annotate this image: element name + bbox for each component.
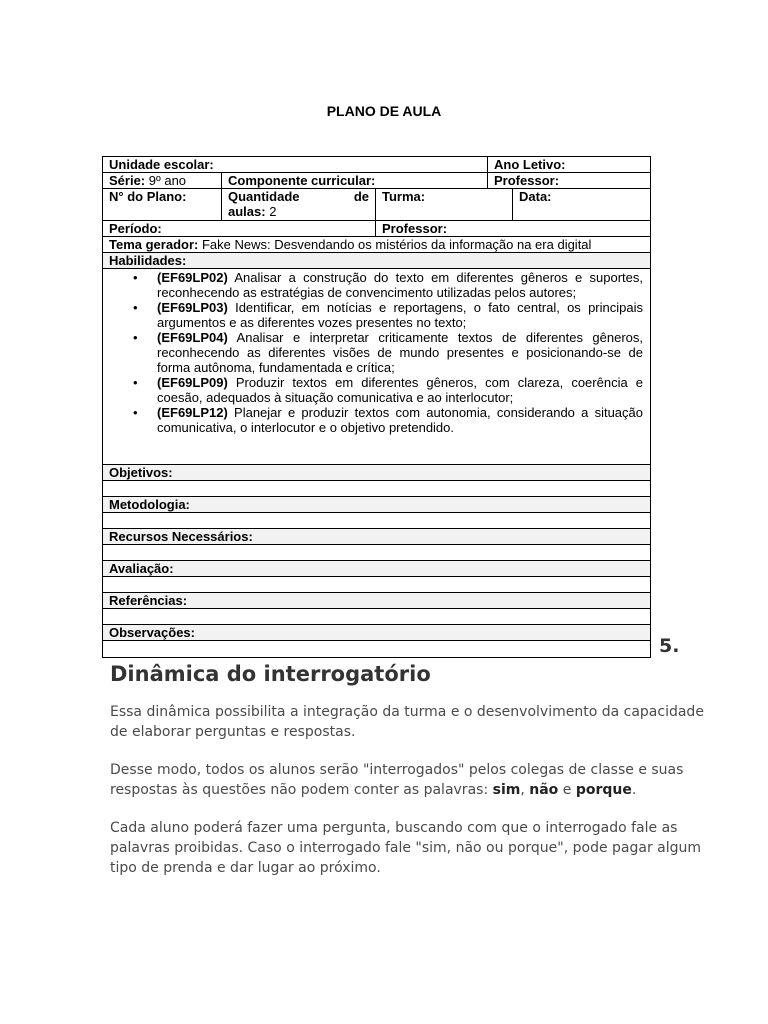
row-metodologia bbox=[103, 497, 650, 513]
professor-cell: Professor: bbox=[494, 173, 560, 188]
observacoes-label: Observações: bbox=[109, 625, 195, 640]
row-periodo bbox=[103, 221, 650, 237]
ano-letivo-cell: Ano Letivo: bbox=[494, 157, 566, 172]
turma-cell: Turma: bbox=[376, 189, 513, 220]
tema-cell bbox=[103, 237, 650, 252]
article-paragraph-3: Cada aluno poderá fazer uma pergunta, buscando com que o interrogado fale as palavras proibidas. Caso o interrogado fale "sim, não ou porque", pode pagar algum tipo de prenda e dar lugar ao próximo. bbox=[110, 820, 702, 876]
row-serie bbox=[103, 173, 650, 189]
metodologia-label: Metodologia: bbox=[109, 497, 190, 512]
tema-label: Tema gerador: bbox=[109, 237, 199, 252]
row-unidade bbox=[103, 157, 650, 173]
n-plano-cell: N° do Plano: bbox=[103, 189, 222, 220]
avaliacao-content bbox=[103, 577, 650, 592]
tema-value: Fake News: Desvendando os mistérios da informação na era digital bbox=[198, 237, 592, 252]
componente-cell: Componente curricular: bbox=[222, 173, 488, 188]
referencias-label: Referências: bbox=[109, 593, 188, 608]
article-heading: Dinâmica do interrogatório bbox=[110, 662, 431, 686]
row-avaliacao bbox=[103, 561, 650, 577]
habilidade-text: Identificar, em notícias e reportagens, o fato central, os principais argumentos e as diferentes vozes presentes no texto; bbox=[157, 300, 643, 330]
recursos-content bbox=[103, 545, 650, 560]
quantidade-cell bbox=[222, 189, 376, 220]
habilidade-text: Produzir textos em diferentes gêneros, com clareza, coerência e coesão, adequados à situação comunicativa e ao interlocutor; bbox=[157, 375, 643, 405]
row-referencias bbox=[103, 593, 650, 609]
referencias-content bbox=[103, 609, 650, 624]
habilidade-text: Analisar a construção do texto em diferentes gêneros e suportes, reconhecendo as estratégias de convencimento utilizadas pelos autores; bbox=[157, 270, 643, 300]
row-metodologia-content bbox=[103, 513, 650, 529]
observacoes-content bbox=[103, 641, 650, 657]
p2-end: . bbox=[631, 782, 637, 798]
serie-label: Série: bbox=[109, 173, 146, 188]
row-avaliacao-content bbox=[103, 577, 650, 593]
habilidade-code: (EF69LP09) bbox=[157, 375, 228, 390]
habilidade-code: (EF69LP03) bbox=[157, 300, 228, 315]
habilidade-item bbox=[157, 270, 643, 300]
habilidades-list bbox=[103, 270, 650, 464]
habilidade-text: Planejar e produzir textos com autonomia, considerando a situação comunicativa, o interlocutor e o objetivo pretendido. bbox=[157, 405, 643, 435]
quantidade-label: Quantidade bbox=[228, 189, 300, 204]
periodo-cell: Período: bbox=[103, 221, 376, 236]
serie-cell bbox=[103, 173, 222, 188]
word-nao: não bbox=[529, 782, 559, 798]
aulas-label: aulas: bbox=[228, 204, 266, 219]
habilidade-item bbox=[157, 330, 643, 375]
habilidade-code: (EF69LP12) bbox=[157, 405, 228, 420]
word-sim: sim bbox=[492, 782, 521, 798]
unidade-escolar-cell: Unidade escolar: bbox=[103, 157, 488, 172]
page-title: PLANO DE AULA bbox=[326, 103, 442, 119]
article-section bbox=[110, 662, 710, 896]
row-habilidades-header bbox=[103, 253, 650, 269]
professor2-cell: Professor: bbox=[382, 221, 448, 236]
data-cell: Data: bbox=[519, 189, 552, 204]
row-referencias-content bbox=[103, 609, 650, 625]
habilidade-code: (EF69LP04) bbox=[157, 330, 228, 345]
row-observacoes-content bbox=[103, 641, 650, 657]
p2-start: Desse modo, todos os alunos serão "interrogados" pelos colegas de classe e suas respostas às questões não podem conter as palavras: bbox=[110, 762, 684, 798]
lesson-plan-table bbox=[102, 156, 651, 658]
recursos-label: Recursos Necessários: bbox=[109, 529, 253, 544]
habilidade-code: (EF69LP02) bbox=[157, 270, 228, 285]
row-objetivos bbox=[103, 465, 650, 481]
de-label: de bbox=[353, 189, 369, 204]
metodologia-content bbox=[103, 513, 650, 528]
p2-comma: , bbox=[520, 782, 530, 798]
row-plano bbox=[103, 189, 650, 221]
row-tema bbox=[103, 237, 650, 253]
row-objetivos-content bbox=[103, 481, 650, 497]
aulas-line bbox=[228, 204, 369, 219]
habilidade-item bbox=[157, 405, 643, 435]
p2-e: e bbox=[558, 782, 576, 798]
row-recursos-content bbox=[103, 545, 650, 561]
objetivos-content bbox=[103, 481, 650, 496]
article-paragraph-2 bbox=[110, 760, 710, 800]
habilidades-label: Habilidades: bbox=[109, 253, 187, 268]
article-paragraph-1: Essa dinâmica possibilita a integração da turma e o desenvolvimento da capacidade de elaborar perguntas e respostas. bbox=[110, 704, 704, 740]
habilidade-item bbox=[157, 300, 643, 330]
row-observacoes bbox=[103, 625, 650, 641]
avaliacao-label: Avaliação: bbox=[109, 561, 174, 576]
row-recursos bbox=[103, 529, 650, 545]
word-porque: porque bbox=[575, 782, 632, 798]
section-number: 5. bbox=[659, 635, 680, 657]
habilidade-text: Analisar e interpretar criticamente textos de diferentes gêneros, reconhecendo as diferentes visões de mundo presentes e posicionando-se de forma autônoma, fundamentada e crítica; bbox=[157, 330, 643, 375]
row-habilidades bbox=[103, 269, 650, 465]
serie-value: 9º ano bbox=[145, 173, 187, 188]
habilidade-item bbox=[157, 375, 643, 405]
objetivos-label: Objetivos: bbox=[109, 465, 173, 480]
aulas-value: 2 bbox=[265, 204, 277, 219]
quantidade-line bbox=[228, 189, 369, 204]
